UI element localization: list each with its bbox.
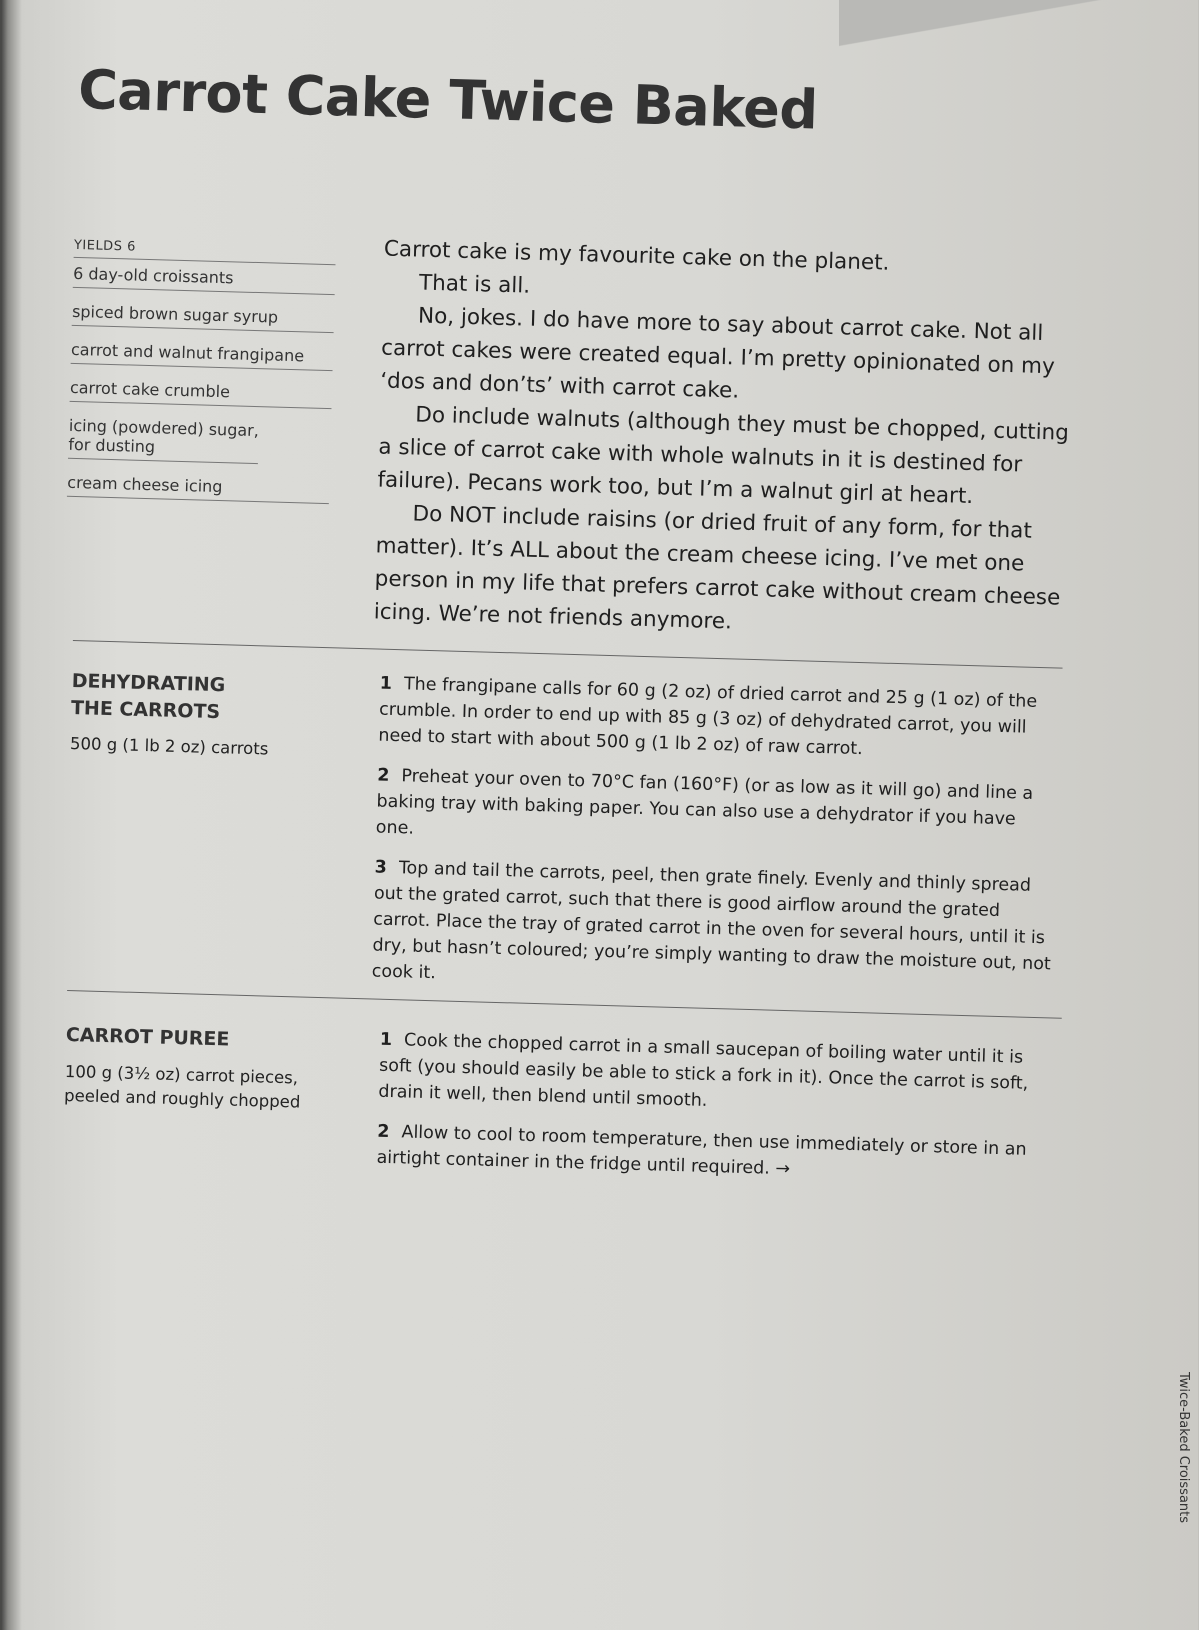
- intro-paragraph: Do NOT include raisins (or dried fruit of any form, for that matter). It’s ALL about the cream cheese icing. I’ve met one person in my life that prefers carrot cake without cream cheese icing. We’re not friends anymore.: [373, 501, 1061, 635]
- yields-label: YIELDS 6: [74, 232, 337, 265]
- intro-paragraph: Do include walnuts (although they must be chopped, cutting a slice of carrot cake with whole walnuts in it is destined for failure). Pecans work too, but I’m a walnut girl at heart.: [377, 402, 1070, 510]
- ingredient-item: carrot cake crumble: [70, 364, 333, 409]
- ingredient-item: cream cheese icing: [67, 459, 330, 504]
- section-divider: [73, 640, 1063, 669]
- step: 2 Preheat your oven to 70°C fan (160°F) (or as low as it will go) and line a baking tray with baking paper. You can also use a dehydrator if you have one.: [375, 765, 1034, 839]
- ingredient-item: carrot and walnut frangipane: [71, 326, 334, 371]
- intro-paragraph: That is all.: [418, 270, 531, 299]
- step: 1 The frangipane calls for 60 g (2 oz) of dried carrot and 25 g (1 oz) of the crumble. In order to end up with 85 g (3 oz) of dehydrated carrot, you will need to start with about 500 g (1 lb 2 oz) of raw carrot.: [378, 673, 1038, 760]
- recipe-title: Carrot Cake Twice Baked: [77, 57, 819, 142]
- intro-paragraph: Carrot cake is my favourite cake on the planet.: [383, 236, 890, 276]
- section-ingredients: 100 g (3½ oz) carrot pieces, peeled and roughly chopped: [63, 1061, 301, 1112]
- running-footer: Twice-Baked Croissants: [1175, 1371, 1191, 1524]
- steps-puree: [376, 1027, 1060, 1204]
- intro-paragraph: No, jokes. I do have more to say about carrot cake. Not all carrot cakes were created equal. I’m pretty opinionated on my ‘dos and don’ts’ with carrot cake.: [379, 303, 1056, 404]
- step: 3 Top and tail the carrots, peel, then grate finely. Evenly and thinly spread out the grated carrot, such that there is good airflow around the grated carrot. Place the tray of grated carrot in the oven for several hours, until it is dry, but hasn’t coloured; you’re simply wanting to draw the moisture out, not cook it.: [371, 857, 1052, 984]
- ingredient-item: icing (powdered) sugar, for dusting: [68, 402, 260, 464]
- section-title-dehydrating: DEHYDRATING THE CARROTS: [70, 670, 226, 724]
- section-title-puree: CARROT PUREE: [65, 1023, 230, 1051]
- ingredient-item: 6 day-old croissants: [73, 258, 336, 295]
- ingredient-list: [67, 232, 336, 504]
- ingredient-item: spiced brown sugar syrup: [72, 288, 335, 333]
- steps-dehydrating: [371, 671, 1060, 1018]
- step: 2 Allow to cool to room temperature, then use immediately or store in an airtight container in the fridge until required. →: [376, 1121, 1027, 1180]
- section-ingredients: 500 g (1 lb 2 oz) carrots: [69, 733, 269, 759]
- step: 1 Cook the chopped carrot in a small saucepan of boiling water until it is soft (you should easily be able to stick a fork in it). Once the carrot is soft, drain it well, then blend until smooth.: [378, 1029, 1029, 1111]
- intro-text: [373, 233, 1074, 648]
